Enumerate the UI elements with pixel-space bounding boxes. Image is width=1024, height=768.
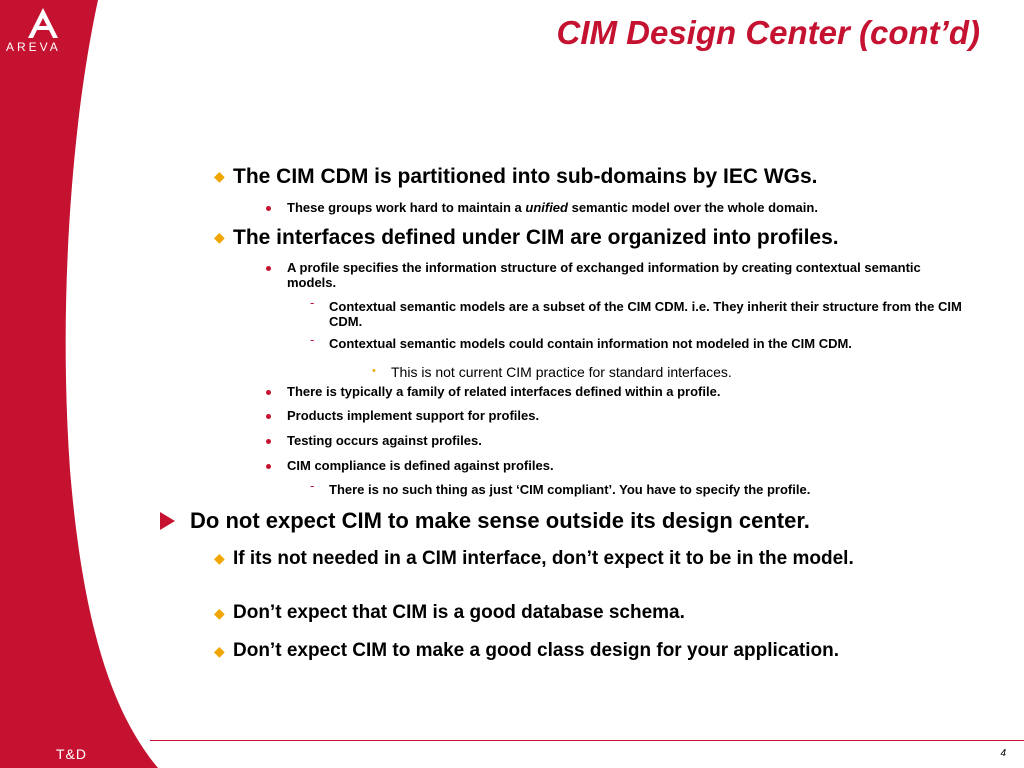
bullet-profiles: The interfaces defined under CIM are organized into profiles. (233, 226, 839, 249)
bullet-not-needed: If its not needed in a CIM interface, don’t expect it to be in the model. (233, 548, 854, 569)
text-emphasis: unified (525, 200, 568, 215)
bullet-products-support: Products implement support for profiles. (287, 408, 540, 423)
triangle-bullet-icon (160, 512, 175, 530)
bullet-class-design: Don’t expect CIM to make a good class design for your application. (233, 640, 839, 661)
dot-bullet-icon (266, 464, 271, 469)
text-pre: These groups work hard to maintain a (287, 200, 526, 215)
bullet-contextual-subset: Contextual semantic models are a subset of the CIM CDM. i.e. They inherit their structure from the CIM CDM. (329, 299, 962, 329)
dot-bullet-icon (266, 390, 271, 395)
bullet-database-schema: Don’t expect that CIM is a good database schema. (233, 602, 685, 623)
dot-bullet-icon (266, 414, 271, 419)
bullet-partitioned: The CIM CDM is partitioned into sub-domains by IEC WGs. (233, 165, 818, 188)
bullet-not-current-practice: This is not current CIM practice for standard interfaces. (391, 364, 732, 380)
page-number: 4 (1000, 748, 1006, 759)
dot-bullet-icon (266, 206, 271, 211)
bullet-family-interfaces: There is typically a family of related interfaces defined within a profile. (287, 384, 721, 399)
small-bullet-icon: • (372, 365, 376, 377)
text-post: semantic model over the whole domain. (567, 200, 818, 215)
dot-bullet-icon (266, 266, 271, 271)
diamond-bullet-icon: ◆ (214, 168, 225, 184)
dash-bullet-icon: - (310, 332, 315, 347)
bullet-design-center: Do not expect CIM to make sense outside its design center. (190, 508, 810, 533)
footer-divider (150, 740, 1024, 741)
diamond-bullet-icon: ◆ (214, 643, 225, 659)
diamond-bullet-icon: ◆ (214, 605, 225, 621)
bullet-contextual-extra: Contextual semantic models could contain information not modeled in the CIM CDM. (329, 336, 852, 351)
areva-logo-icon (0, 4, 86, 64)
page-title: CIM Design Center (cont’d) (556, 14, 980, 51)
logo-text: AREVA (6, 40, 61, 54)
side-band (0, 0, 160, 768)
bullet-profile-definition: A profile specifies the information structure of exchanged information by creating contextual semantic models. (287, 260, 921, 290)
bullet-testing: Testing occurs against profiles. (287, 433, 482, 448)
diamond-bullet-icon: ◆ (214, 229, 225, 245)
dash-bullet-icon: - (310, 478, 315, 493)
diamond-bullet-icon: ◆ (214, 550, 225, 566)
footer-label: T&D (56, 746, 87, 762)
dot-bullet-icon (266, 439, 271, 444)
bullet-no-cim-compliant: There is no such thing as just ‘CIM compliant’. You have to specify the profile. (329, 482, 811, 497)
dash-bullet-icon: - (310, 295, 315, 310)
bullet-compliance: CIM compliance is defined against profiles. (287, 458, 554, 473)
bullet-unified-model (287, 200, 818, 215)
